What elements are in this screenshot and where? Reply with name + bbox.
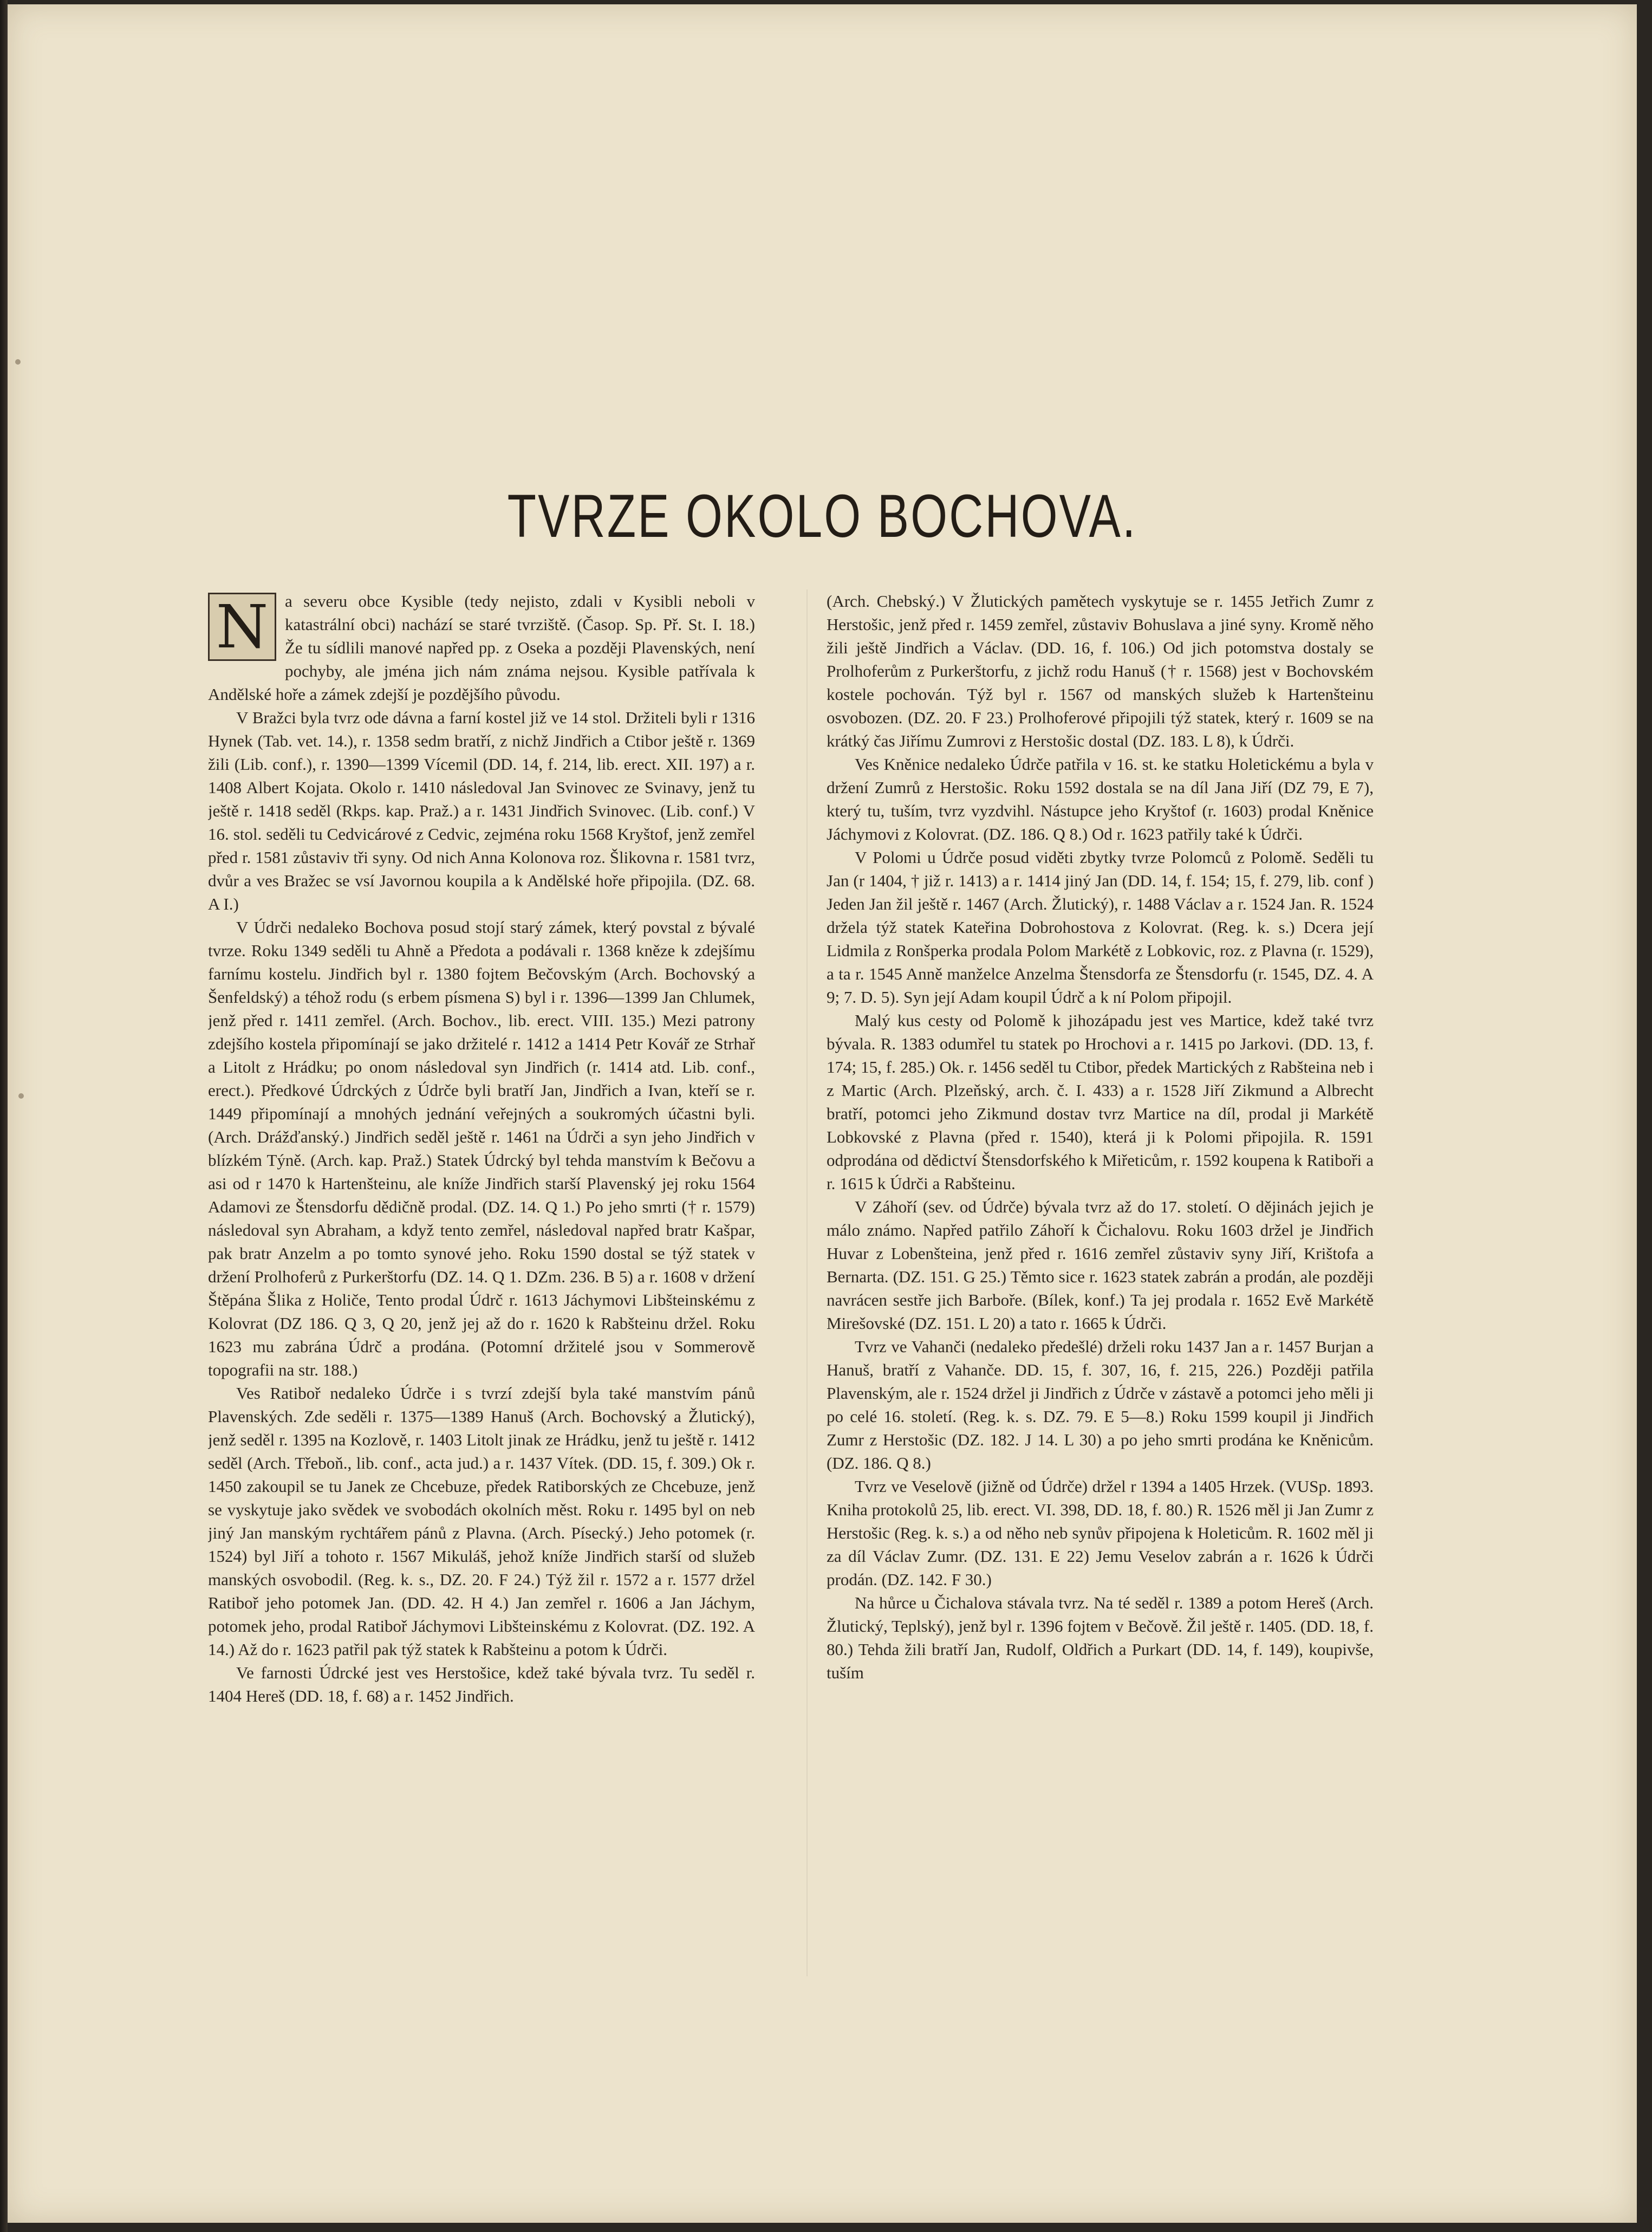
paragraph: Tvrz ve Veselově (jižně od Údrče) držel r 1394 a 1405 Hrzek. (VUSp. 1893. Kniha protokolů 25, lib. erect. VI. 398, DD. 18, f. 80.) R. 1526 měl ji Jan Zumr z Herstošic (Reg. k. s.) a od něho neb synův připojena k Holeticům. R. 1602 měl ji za díl Václav Zumr. (DZ. 131. E 22) Jemu Veselov zabrán a r. 1626 k Údrči prodán. (DZ. 142. F 30.) [827, 1477, 1374, 1589]
paper-spot [18, 1093, 24, 1099]
drop-cap: N [208, 593, 276, 661]
paragraph: Ves Kněnice nedaleko Údrče patřila v 16. st. ke statku Holetickému a byla v držení Zumrů z Herstošic. Roku 1592 dostala se na díl Jana Jiří (DZ 79, E 7), který tu, tuším, tvrz vyzdvihl. Nástupce jeho Kryštof (r. 1603) prodal Kněnice Jáchymovi z Kolovrat. (DZ. 186. Q 8.) Od r. 1623 patřily také k Údrči. [827, 755, 1374, 844]
paragraph [208, 589, 755, 706]
paragraph: Tvrz ve Vahanči (nedaleko předešlé) drželi roku 1437 Jan a r. 1457 Burjan a Hanuš, bratří z Vahanče. DD. 15, f. 307, 16, f. 215, 226.) Později patřila Plavenským, ale r. 1524 držel ji Jindřich z Údrče v zástavě a potomci jeho měli ji po celé 16. století. (Reg. k. s. DZ. 79. E 5—8.) Roku 1599 koupil ji Jindřich Zumr z Herstošic (DZ. 182. J 14. L 30) a po jeho smrti prodána ke Kněnicům. (DZ. 186. Q 8.) [827, 1337, 1374, 1472]
book-page [8, 4, 1637, 2223]
page-title: TVRZE OKOLO BOCHOVA. [507, 482, 1137, 550]
paper-spot [15, 359, 21, 365]
right-column [827, 589, 1374, 1987]
paragraph: V Údrči nedaleko Bochova posud stojí starý zámek, který povstal z bývalé tvrze. Roku 1349 seděli tu Ahně a Předota a podávali r. 1368 kněze k zdejšímu farnímu kostelu. Jindřich byl r. 1380 fojtem Bečovským (Arch. Bochovský a Šenfeldský) a téhož rodu (s erbem písmena S) byl i r. 1396—1399 Jan Chlumek, jenž před r. 1411 zemřel. (Arch. Bochov., lib. erect. VIII. 135.) Mezi patrony zdejšího kostela připomínají se jako držitelé r. 1412 a 1414 Petr Kovář ze Strhař a Litolt z Hrádku; po onom následoval syn Jindřich (r. 1414 atd. Lib. conf., erect.). Předkové Údrckých z Údrče byli bratří Jan, Jindřich a Ivan, kteří se r. 1449 připomínají a mnohých jednání veřejných a soukromých účastni byli. (Arch. Drážďanský.) Jindřich seděl ještě r. 1461 na Údrči a syn jeho Jindřich v blízkém Týně. (Arch. kap. Praž.) Statek Údrcký byl tehda manstvím k Bečovu a asi od r 1470 k Hartenšteinu, ale kníže Jindřich starší Plavenský jej roku 1564 Adamovi ze Štensdorfu dědičně prodal. (DZ. 14. Q 1.) Po jeho smrti († r. 1579) následoval syn Abraham, a když tento zemřel, následoval napřed bratr Kašpar, pak bratr Anzelm a po tomto synové jeho. Roku 1590 dostal se týž statek v držení Prolhoferů z Purkerštorfu (DZ. 14. Q 1. DZm. 236. B 5) a r. 1608 v držení Štěpána Šlika z Holiče, Tento prodal Údrč r. 1613 Jáchymovi Libšteinskému z Kolovrat (DZ 186. Q 3, Q 20, jenž jej až do r. 1620 k Rabšteinu držel. Roku 1623 mu zabrána Údrč a prodána. (Potomní držitelé jsou v Sommerově topografii na str. 188.) [208, 918, 755, 1379]
paragraph-text: a severu obce Kysible (tedy nejisto, zdali v Kysibli neboli v katastrální obci) nachází se staré tvrziště. (Časop. Sp. Př. St. I. 18.) Že tu sídlili manové napřed pp. z Oseka a později Plavenských, není pochyby, ale jména jich nám známa nejsou. Kysible patřívala k Andělské hoře a zámek zdejší je pozdějšího původu. [208, 592, 755, 704]
paragraph: V Bražci byla tvrz ode dávna a farní kostel již ve 14 stol. Držiteli byli r 1316 Hynek (Tab. vet. 14.), r. 1358 sedm bratří, z nichž Jindřich a Ctibor ještě r. 1369 žili (Lib. conf.), r. 1390—1399 Vícemil (DD. 14, f. 214, lib. erect. XII. 197) a r. 1408 Albert Kojata. Okolo r. 1410 následoval Jan Svinovec ze Svinavy, jenž tu ještě r. 1418 seděl (Rkps. kap. Praž.) a r. 1431 Jindřich Svinovec. (Lib. conf.) V 16. stol. seděli tu Cedvicárové z Cedvic, zejména roku 1568 Kryštof, jenž zemřel před r. 1581 zůstaviv tři syny. Od nich Anna Kolonova roz. Šlikovna r. 1581 tvrz, dvůr a ves Bražec se vsí Javornou koupila a k Andělské hoře připojila. (DZ. 68. A I.) [208, 708, 755, 913]
paragraph: V Záhoří (sev. od Údrče) bývala tvrz až do 17. století. O dějinách jejich je málo známo. Napřed patřilo Záhoří k Čichalovu. Roku 1603 držel je Jindřich Huvar z Lobenšteina, jenž před r. 1616 zemřel zůstaviv syny Jiří, Krištofa a Bernarta. (DZ. 151. G 25.) Těmto sice r. 1623 statek zabrán a prodán, ale později navrácen sestře jich Barboře. (Bílek, konf.) Ta jej prodala r. 1652 Evě Markétě Mirešovské (DZ. 151. L 20) a tato r. 1665 k Údrči. [827, 1197, 1374, 1333]
column-gap [807, 589, 808, 1976]
book-spine-edge [0, 0, 8, 2232]
paragraph: (Arch. Chebský.) V Žlutických pamětech vyskytuje se r. 1455 Jetřich Zumr z Herstošic, jenž před r. 1459 zemřel, zůstaviv Bohuslava a jiné syny. Kromě něho žili ještě Jindřich a Václav. (DD. 16, f. 106.) Od jich potomstva dostaly se Prolhoferům z Purkerštorfu, z jichž rodu Hanuš († r. 1568) jest v Bochovském kostele pochován. Týž byl r. 1567 od manských služeb k Hartenšteinu osvobozen. (DZ. 20. F 23.) Prolhoferové připojili týž statek, který r. 1609 se na krátký čas Jiřímu Zumrovi z Herstošic dostal (DZ. 183. L 8), k Údrči. [827, 592, 1374, 750]
left-column [208, 589, 755, 1987]
paragraph: Ve farnosti Údrcké jest ves Herstošice, kdež také bývala tvrz. Tu seděl r. 1404 Hereš (DD. 18, f. 68) a r. 1452 Jindřich. [208, 1663, 755, 1705]
paragraph: Ves Ratiboř nedaleko Údrče i s tvrzí zdejší byla také manstvím pánů Plavenských. Zde seděli r. 1375—1389 Hanuš (Arch. Bochovský a Žlutický), jenž seděl r. 1395 na Kozlově, r. 1403 Litolt jinak ze Hrádku, jenž tu ještě r. 1412 seděl (Arch. Třeboň., lib. conf., acta jud.) a r. 1437 Vítek. (DD. 15, f. 309.) Ok r. 1450 zakoupil se tu Janek ze Chcebuze, předek Ratiborských ze Chcebuze, jenž se vyskytuje jako svědek ve svobodách okolních měst. Roku r. 1495 byl on neb jiný Jan manským rychtářem pánů z Plavna. (Arch. Písecký.) Jeho potomek (r. 1524) byl Jiří a tohoto r. 1567 Mikuláš, jehož kníže Jindřich starší od služeb manských osvobodil. (Reg. k. s., DZ. 20. F 24.) Týž žil r. 1572 a r. 1577 držel Ratiboř jeho potomek Jan. (DD. 42. H 4.) Jan zemřel r. 1606 a Jan Jáchym, potomek jeho, prodal Ratiboř Jáchymovi Libšteinskému z Kolovrat. (DZ. 192. A 14.) Až do r. 1623 patřil pak týž statek k Rabšteinu a potom k Údrči. [208, 1384, 755, 1659]
paragraph: Malý kus cesty od Polomě k jihozápadu jest ves Martice, kdež také tvrz bývala. R. 1383 odumřel tu statek po Hrochovi a r. 1415 po Jarkovi. (DD. 13, f. 174; 15, f. 285.) Ok. r. 1456 seděl tu Ctibor, předek Martických z Rabšteina neb i z Martic (Arch. Plzeňský, arch. č. I. 433) a r. 1528 Jiří Zikmund a Albrecht bratří, potomci jeho Zikmund dostav tvrz Martice na díl, prodal ji Markétě Lobkovské z Plavna (před r. 1540), která ji k Polomi připojila. R. 1591 odprodána od dědictví Štensdorfského k Miřeticům, r. 1592 koupena k Ratiboři a r. 1615 k Údrči a Rabšteinu. [827, 1011, 1374, 1193]
paragraph: V Polomi u Údrče posud viděti zbytky tvrze Polomců z Polomě. Seděli tu Jan (r 1404, † již r. 1413) a r. 1414 jiný Jan (DD. 14, f. 154; 15, f. 279, lib. conf ) Jeden Jan žil ještě r. 1467 (Arch. Žlutický), r. 1488 Václav a r. 1524 Jan. R. 1524 držela týž statek Kateřina Dobrohostova z Kolovrat. (Reg. k. s.) Dcera její Lidmila z Ronšperka prodala Polom Markétě z Lobkovic, roz. z Plavna (r. 1529), a ta r. 1545 Anně manželce Anzelma Štensdorfa ze Štensdorfu (r. 1545, DZ. 4. A 9; 7. D. 5). Syn její Adam koupil Údrč a k ní Polom připojil. [827, 848, 1374, 1007]
paragraph: Na hůrce u Čichalova stávala tvrz. Na té seděl r. 1389 a potom Hereš (Arch. Žlutický, Teplský), jenž byl r. 1396 fojtem v Bečově. Žil ještě r. 1405. (DD. 18, f. 80.) Tehda žili bratří Jan, Rudolf, Oldřich a Purkart (DD. 14, f. 149), koupivše, tuším [827, 1593, 1374, 1682]
